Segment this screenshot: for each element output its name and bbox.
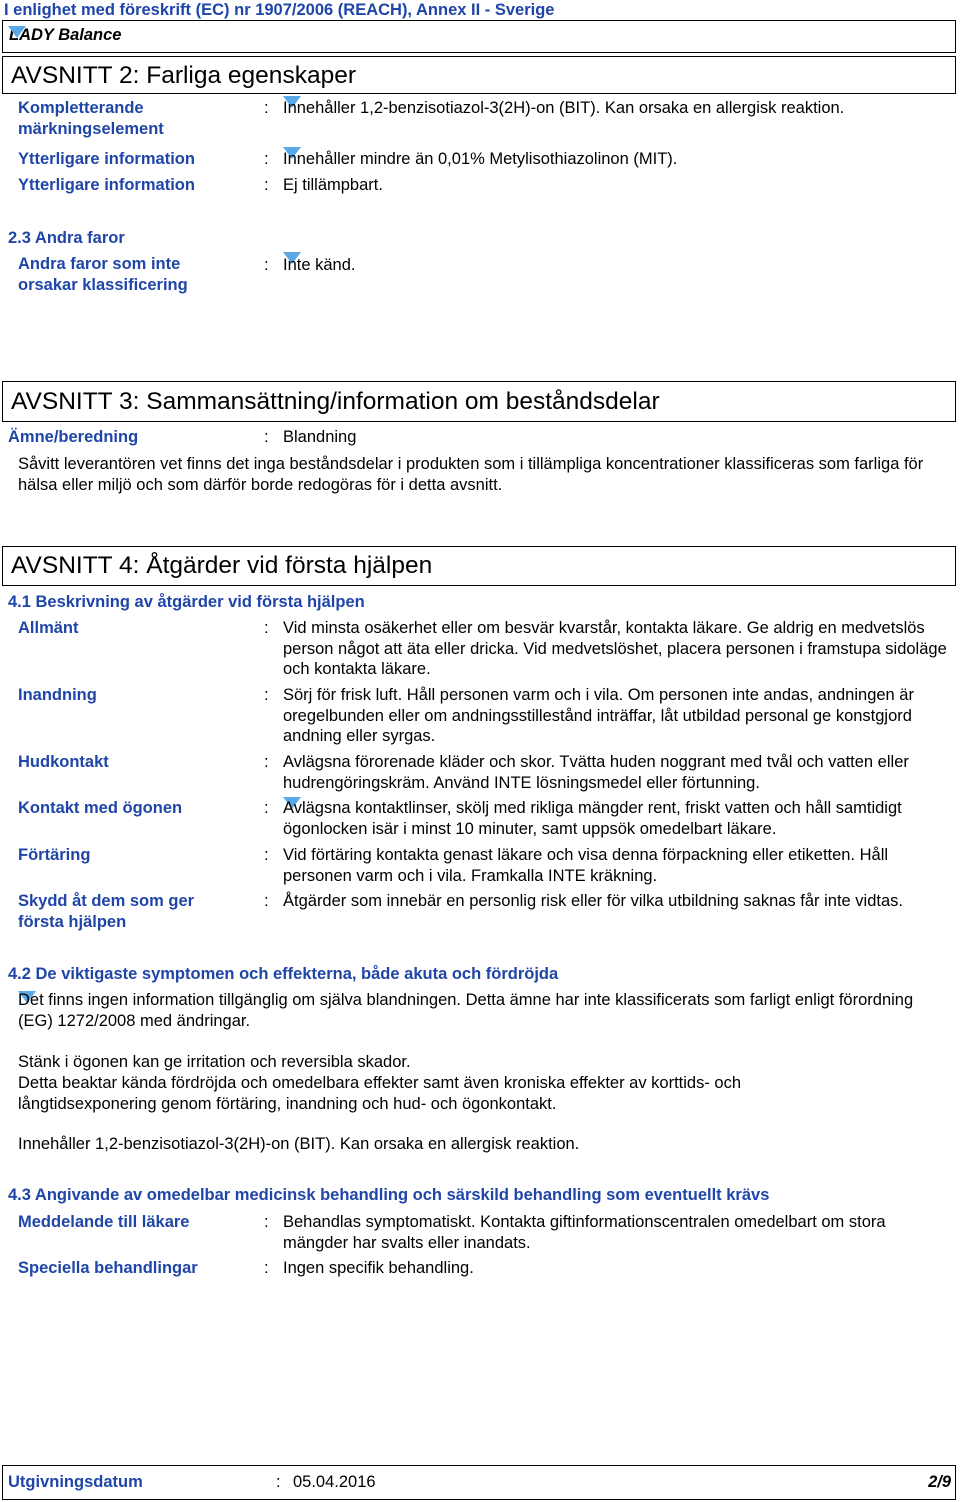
colon-separator: : xyxy=(276,1473,281,1491)
subsection-heading: 4.3 Angivande av omedelbar medicinsk behandling och särskild behandling som eventuellt krävs xyxy=(8,1186,770,1204)
row-label: Kompletterande märkningselement xyxy=(18,99,164,138)
row-value: Innehåller 1,2-benzisotiazol-3(2H)-on (BIT). Kan orsaka en allergisk reaktion. xyxy=(283,99,845,117)
section4-title-box xyxy=(2,546,956,586)
colon-separator: : xyxy=(264,892,269,910)
colon-separator: : xyxy=(264,799,269,817)
row-value: Vid minsta osäkerhet eller om besvär kvarstår, kontakta läkare. Ge aldrig en medvetslös person något att äta eller dricka. Vid medvetslöshet, placera personen i framstupa sidoläge och kontakta läkare. xyxy=(283,619,947,678)
row-label: Hudkontakt xyxy=(18,753,109,771)
row-value: Behandlas symptomatiskt. Kontakta giftinformationscentralen omedelbart om stora mängder har svalts eller inandats. xyxy=(283,1213,886,1252)
symptoms-paragraph: Det finns ingen information tillgänglig om själva blandningen. Detta ämne har inte klassificerats som farligt enligt förordning (EG) 1272/2008 med ändringar. xyxy=(18,991,914,1030)
section2-title-box xyxy=(2,56,956,94)
colon-separator: : xyxy=(264,256,269,274)
colon-separator: : xyxy=(264,1213,269,1231)
colon-separator: : xyxy=(264,176,269,194)
colon-separator: : xyxy=(264,686,269,704)
row-label: Allmänt xyxy=(18,619,79,637)
colon-separator: : xyxy=(264,150,269,168)
product-name: LADY Balance xyxy=(9,26,122,44)
subsection-heading: 4.1 Beskrivning av åtgärder vid första hjälpen xyxy=(8,593,365,611)
section4-title: AVSNITT 4: Åtgärder vid första hjälpen xyxy=(11,552,433,579)
row-label: Andra faror som inte orsakar klassificering xyxy=(18,255,188,294)
row-label: Kontakt med ögonen xyxy=(18,799,183,817)
footer-issue-date: 05.04.2016 xyxy=(293,1473,376,1491)
document-header-title: I enlighet med föreskrift (EC) nr 1907/2006 (REACH), Annex II - Sverige xyxy=(4,1,555,19)
row-label: Ämne/beredning xyxy=(8,428,139,446)
colon-separator: : xyxy=(264,99,269,117)
row-label: Ytterligare information xyxy=(18,150,195,168)
row-value: Blandning xyxy=(283,428,357,446)
subsection-heading: 4.2 De viktigaste symptomen och effekterna, både akuta och fördröjda xyxy=(8,965,559,983)
section3-title: AVSNITT 3: Sammansättning/information om beståndsdelar xyxy=(11,388,660,415)
symptoms-paragraph: Innehåller 1,2-benzisotiazol-3(2H)-on (BIT). Kan orsaka en allergisk reaktion. xyxy=(18,1135,580,1153)
row-label: Inandning xyxy=(18,686,97,704)
row-label: Förtäring xyxy=(18,846,91,864)
row-label: Meddelande till läkare xyxy=(18,1213,190,1231)
symptoms-paragraph: Stänk i ögonen kan ge irritation och reversibla skador. xyxy=(18,1053,411,1071)
row-value: Avlägsna kontaktlinser, skölj med rikliga mängder rent, friskt vatten och håll samtidigt ögonlocken isär i minst 10 minuter, samt uppsök omedelbart läkare. xyxy=(283,799,902,838)
row-value: Innehåller mindre än 0,01% Metylisothiazolinon (MIT). xyxy=(283,150,678,168)
page-number: 2/9 xyxy=(928,1473,951,1491)
colon-separator: : xyxy=(264,428,269,446)
row-label: Speciella behandlingar xyxy=(18,1259,198,1277)
row-value: Avlägsna förorenade kläder och skor. Tvätta huden noggrant med tvål och vatten eller hudrengöringskräm. Använd INTE lösningsmedel eller förtunning. xyxy=(283,753,909,792)
row-value: Åtgärder som innebär en personlig risk eller för vilka utbildning saknas får inte vidtas. xyxy=(283,892,903,910)
row-value: Ingen specifik behandling. xyxy=(283,1259,474,1277)
product-name-box xyxy=(2,20,956,53)
row-value: Vid förtäring kontakta genast läkare och visa denna förpackning eller etiketten. Håll personen varm och i vila. Framkalla INTE kräkning. xyxy=(283,846,889,885)
row-label: Ytterligare information xyxy=(18,176,195,194)
row-value: Ej tillämpbart. xyxy=(283,176,383,194)
symptoms-paragraph: Detta beaktar kända fördröjda och omedelbara effekter samt även kroniska effekter av korttids- och långtidsexponering genom förtäring, inandning och hud- och ögonkontakt. xyxy=(18,1074,742,1113)
colon-separator: : xyxy=(264,846,269,864)
footer-box xyxy=(2,1465,956,1500)
row-label: Skydd åt dem som ger första hjälpen xyxy=(18,892,195,931)
subsection-heading: 2.3 Andra faror xyxy=(8,229,125,247)
revision-marker-icon xyxy=(8,26,26,38)
row-value: Sörj för frisk luft. Håll personen varm och i vila. Om personen inte andas, andningen är oregelbunden eller om andningsstillestånd inträffar, låt utbildad personal ge konstgjord andning eller syrgas. xyxy=(283,686,914,745)
section3-title-box xyxy=(2,381,956,422)
colon-separator: : xyxy=(264,753,269,771)
section2-title: AVSNITT 2: Farliga egenskaper xyxy=(11,62,356,89)
colon-separator: : xyxy=(264,1259,269,1277)
colon-separator: : xyxy=(264,619,269,637)
footer-issue-date-label: Utgivningsdatum xyxy=(8,1473,143,1491)
row-value: Inte känd. xyxy=(283,256,356,274)
composition-paragraph: Såvitt leverantören vet finns det inga beståndsdelar i produkten som i tillämpliga koncentrationer klassificeras som farliga för hälsa eller miljö och som därför borde redogöras för i detta avsnitt. xyxy=(18,455,924,494)
